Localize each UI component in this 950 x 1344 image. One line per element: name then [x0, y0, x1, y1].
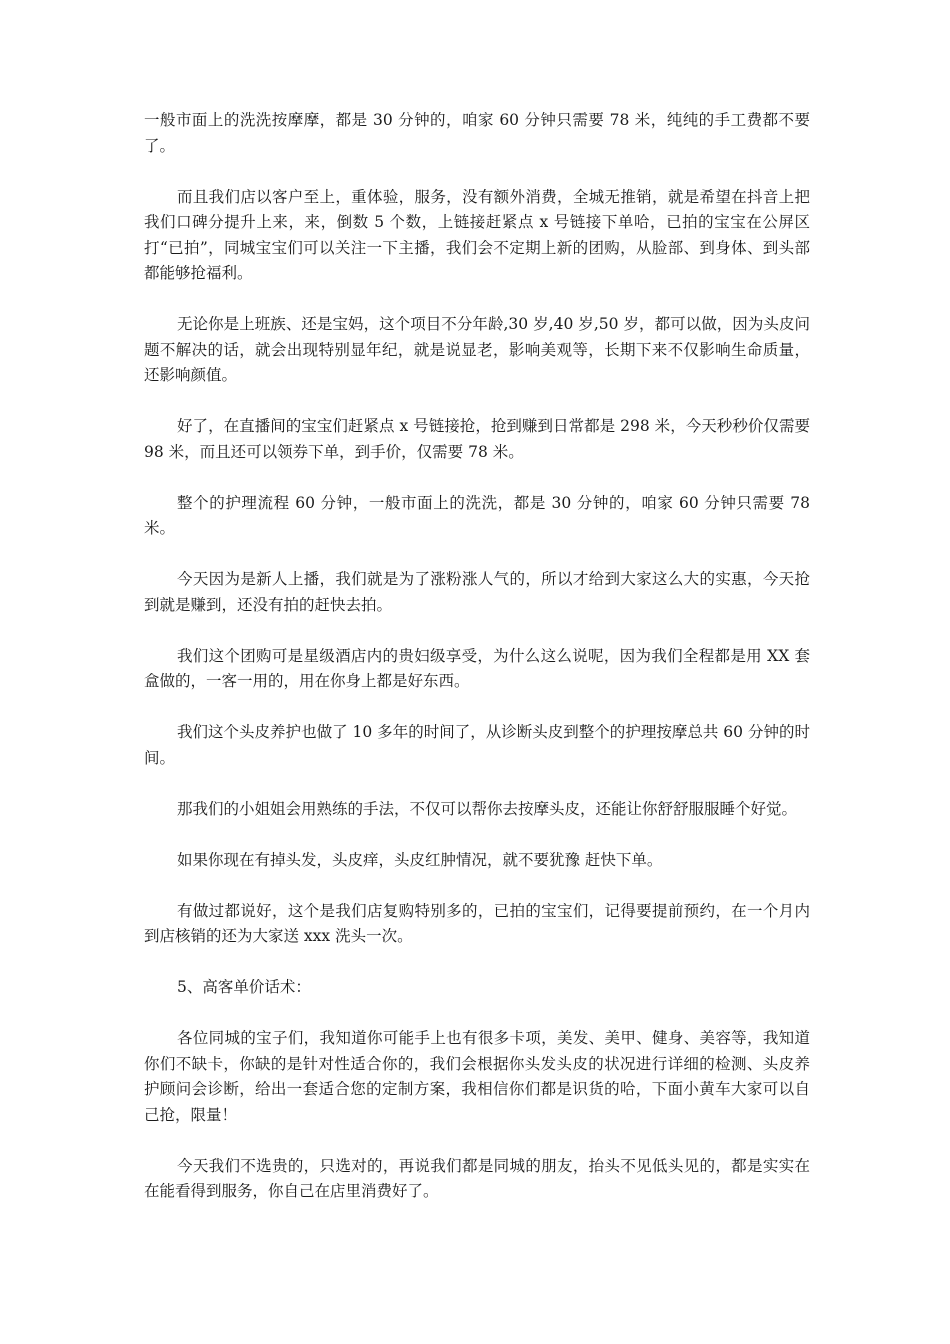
document-page: [144, 108, 810, 1230]
paragraph-10: 如果你现在有掉头发，头皮痒，头皮红肿情况，就不要犹豫 赶快下单。: [177, 850, 663, 869]
paragraph-14: 今天我们不选贵的，只选对的，再说我们都是同城的朋友，抬头不见低头见的，都是实实在在能看得到服务，你自己在店里消费好了。: [144, 1156, 810, 1200]
paragraph-6: 今天因为是新人上播，我们就是为了涨粉涨人气的，所以才给到大家这么大的实惠，今天抢到就是赚到，还没有拍的赶快去拍。: [144, 570, 810, 614]
paragraph-11: 有做过都说好，这个是我们店复购特别多的，已拍的宝宝们，记得要提前预约，在一个月内到店核销的还为大家送 xxx 洗头一次。: [144, 901, 810, 945]
paragraph-8: 我们这个头皮养护也做了 10 多年的时间了，从诊断头皮到整个的护理按摩总共 60 分钟的时间。: [144, 723, 810, 767]
paragraph-1: 一般市面上的洗洗按摩摩，都是 30 分钟的，咱家 60 分钟只需要 78 米，纯纯的手工费都不要了。: [144, 111, 810, 155]
paragraph-7: 我们这个团购可是星级酒店内的贵妇级享受，为什么这么说呢，因为我们全程都是用 XX 套盒做的，一客一用的，用在你身上都是好东西。: [144, 646, 810, 690]
paragraph-4: 好了，在直播间的宝宝们赶紧点 x 号链接抢，抢到赚到日常都是 298 米，今天秒秒价仅需要 98 米，而且还可以领券下单，到手价，仅需要 78 米。: [144, 417, 810, 461]
paragraph-3: 无论你是上班族、还是宝妈，这个项目不分年龄,30 岁,40 岁,50 岁，都可以做，因为头皮问题不解决的话，就会出现特别显年纪，就是说显老，影响美观等，长期下来不仅影响生命质量，还影响颜值。: [144, 315, 810, 384]
paragraph-9: 那我们的小姐姐会用熟练的手法，不仅可以帮你去按摩头皮，还能让你舒舒服服睡个好觉。: [177, 799, 798, 818]
paragraph-13: 各位同城的宝子们，我知道你可能手上也有很多卡项，美发、美甲、健身、美容等，我知道你们不缺卡，你缺的是针对性适合你的，我们会根据你头发头皮的状况进行详细的检测、头皮养护顾问会诊断，给出一套适合您的定制方案，我相信你们都是识货的哈，下面小黄车大家可以自己抢，限量！: [144, 1029, 810, 1124]
paragraph-2: 而且我们店以客户至上，重体验，服务，没有额外消费，全城无推销，就是希望在抖音上把我们口碑分提升上来，来，倒数 5 个数，上链接赶紧点 x 号链接下单哈，已拍的宝宝在公屏区打“已拍”，同城宝宝们可以关注一下主播，我们会不定期上新的团购，从脸部、到身体、到头部都能够抢福利。: [144, 187, 810, 282]
paragraph-5: 整个的护理流程 60 分钟，一般市面上的洗洗，都是 30 分钟的，咱家 60 分钟只需要 78 米。: [144, 493, 810, 537]
section-heading: 5、高客单价话术：: [177, 978, 311, 996]
